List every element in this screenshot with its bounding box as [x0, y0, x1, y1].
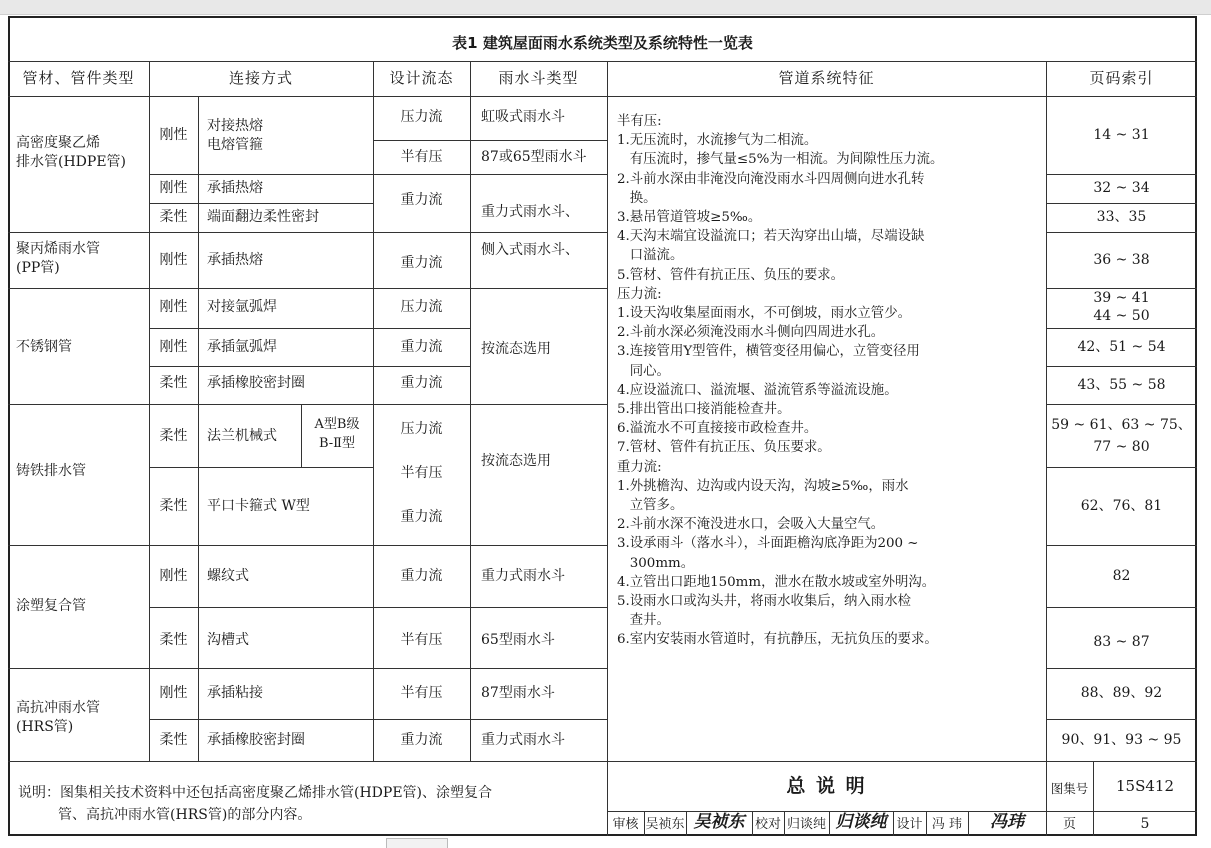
method-cell: 沟槽式 — [207, 632, 249, 648]
flow-cell: 重力流 — [400, 568, 443, 584]
flow-cell: 重力流 — [400, 375, 443, 391]
hopper-cell: 重力式雨水斗 — [481, 568, 565, 584]
rigidity-cell: 刚性 — [159, 299, 188, 315]
page-number: 5 — [1140, 816, 1150, 832]
hopper-cell: 65型雨水斗 — [481, 632, 555, 648]
pipe-stainless-steel: 不锈钢管 — [16, 339, 72, 355]
atlas-number-label: 图集号 — [1050, 781, 1089, 796]
design-signature: 冯玮 — [990, 812, 1024, 832]
rigidity-cell: 柔性 — [159, 209, 188, 225]
rigidity-cell: 柔性 — [159, 732, 188, 748]
flow-cell-cast-iron: 压力流 半有压 重力流 — [400, 421, 443, 525]
header-flow-state: 设计流态 — [389, 69, 454, 87]
pipe-pp: 聚丙烯雨水管 (PP管) — [16, 241, 100, 276]
drawing-name: 总 说 明 — [786, 775, 867, 797]
flow-cell: 半有压 — [400, 632, 443, 648]
check-name: 归谈纯 — [786, 817, 826, 832]
method-cell: 承插橡胶密封圈 — [207, 375, 305, 391]
flow-cell: 压力流 — [400, 299, 443, 315]
hopper-cell: 按流态选用 — [481, 453, 551, 469]
hopper-cell: 按流态选用 — [481, 341, 551, 357]
rigidity-cell: 刚性 — [159, 180, 188, 196]
hopper-cell: 虹吸式雨水斗 — [481, 109, 565, 125]
method-cell: 承插橡胶密封圈 — [207, 732, 305, 748]
rigidity-cell: 柔性 — [159, 428, 188, 444]
method-cell: 平口卡箍式 W型 — [207, 498, 310, 514]
pipe-hrs: 高抗冲雨水管 (HRS管) — [16, 700, 100, 735]
page-index-cell: 39 ~ 41 44 ~ 50 — [1093, 290, 1150, 324]
table-title: 表1 建筑屋面雨水系统类型及系统特性一览表 — [452, 34, 753, 52]
flow-cell: 重力流 — [400, 339, 443, 355]
rigidity-cell: 刚性 — [159, 339, 188, 355]
rigidity-cell: 刚性 — [159, 568, 188, 584]
pipe-coated-composite: 涂塑复合管 — [16, 598, 86, 614]
page-index-cell: 90、91、93 ~ 95 — [1061, 732, 1182, 748]
page-index-cell: 36 ~ 38 — [1093, 252, 1150, 268]
method-cell: 对接氩弧焊 — [207, 299, 277, 315]
explanation-note: 说明：图集相关技术资料中还包括高密度聚乙烯排水管(HDPE管)、涂塑复合 管、高抗冲雨水管(HRS管)的部分内容。 — [18, 785, 492, 823]
rigidity-cell: 刚性 — [159, 252, 188, 268]
header-system-features: 管道系统特征 — [778, 69, 875, 87]
method-cell: 承插粘接 — [207, 685, 263, 701]
flow-cell: 半有压 — [400, 685, 443, 701]
hopper-cell: 87或65型雨水斗 — [481, 149, 587, 165]
rigidity-cell: 柔性 — [159, 632, 188, 648]
method-cell: 螺纹式 — [207, 568, 249, 584]
method-cell: 端面翻边柔性密封 — [207, 209, 319, 225]
flow-cell: 压力流 — [400, 109, 443, 125]
page-index-cell: 33、35 — [1096, 209, 1147, 225]
check-signature: 归谈纯 — [835, 812, 887, 832]
pipe-hdpe: 高密度聚乙烯 排水管(HDPE管) — [16, 135, 126, 170]
page-index-cell: 83 ~ 87 — [1093, 634, 1150, 650]
header-hopper-type: 雨水斗类型 — [498, 69, 579, 87]
review-name: 吴祯东 — [645, 817, 685, 832]
check-label: 校对 — [754, 817, 781, 832]
method-cell: 承插热熔 — [207, 252, 263, 268]
hopper-cell: 重力式雨水斗 — [481, 732, 565, 748]
page-index-cell: 32 ~ 34 — [1093, 180, 1150, 196]
review-label: 审核 — [612, 817, 639, 832]
page-label: 页 — [1062, 817, 1076, 832]
page-index-cell: 42、51 ~ 54 — [1077, 339, 1166, 355]
header-connection: 连接方式 — [228, 69, 293, 87]
design-name: 冯 玮 — [931, 817, 963, 832]
flow-cell: 重力流 — [400, 255, 443, 271]
pipe-cast-iron: 铸铁排水管 — [16, 463, 86, 479]
page-index-cell: 62、76、81 — [1080, 498, 1163, 514]
method-cell: 承插氩弧焊 — [207, 339, 277, 355]
rigidity-cell: 刚性 — [159, 685, 188, 701]
method-cell: 对接热熔 电熔管箍 — [207, 118, 263, 153]
design-label: 设计 — [896, 817, 923, 832]
hopper-cell: 重力式雨水斗、 侧入式雨水斗、 — [481, 204, 579, 258]
hopper-cell: 87型雨水斗 — [481, 685, 555, 701]
rigidity-cell: 柔性 — [159, 375, 188, 391]
page-index-cell: 88、89、92 — [1080, 685, 1163, 701]
viewer-top-bar — [0, 0, 1211, 15]
method-cell: 法兰机械式 — [207, 428, 277, 444]
review-signature: 吴祯东 — [693, 812, 745, 832]
method-cell: 承插热熔 — [207, 180, 263, 196]
rigidity-cell: 柔性 — [159, 498, 188, 514]
rigidity-cell: 刚性 — [159, 127, 188, 143]
flow-cell: 重力流 — [400, 192, 443, 208]
header-pipe-type: 管材、管件类型 — [22, 69, 135, 87]
flow-cell: 半有压 — [400, 149, 443, 165]
page-index-cell: 82 — [1112, 568, 1131, 584]
grade-cell: A型B级 B-Ⅱ型 — [314, 417, 360, 451]
page-index-cell: 14 ~ 31 — [1093, 127, 1150, 143]
flow-cell: 重力流 — [400, 732, 443, 748]
system-features-text: 半有压: 1.无压流时，水流掺气为二相流。 有压流时，掺气量≤5%为一相流。为间隙性压力流。 2.斗前水深由非淹没向淹没雨水斗四周侧向进水孔转 换。 3.悬吊管道管坡≥5‰。 4.天沟末端宜设溢流口；若天沟穿出山墙，尽端设缺 口溢流。 5.管材、管件有抗正压、负压的要求。 压力流: 1.设天沟收集屋面雨水，不可倒坡，雨水立管少。 2.斗前水深必须淹没雨水斗侧向四周进水孔。 3.连接管用Y型管件，横管变径用偏心，立管变径用 同心。 4.应设溢流口、溢流堰、溢流管系等溢流设施。 5.排出管出口接消能检查井。 6.溢流水不可直接接市政检查井。 7.管材、管件有抗正压、负压要求。 重力流: 1.外挑檐沟、边沟或内设天沟，沟坡≥5‰，雨水 立管多。 2.斗前水深不淹没进水口，会吸入大量空气。 3.设承雨斗（落水斗），斗面距檐沟底净距为200 ~ 300mm。 4.立管出口距地150mm，泄水在散水坡或室外明沟。 5.设雨水口或沟头井，将雨水收集后，纳入雨水检 查井。 6.室内安装雨水管道时，有抗静压，无抗负压的要求。 — [617, 114, 944, 648]
page-index-cell: 59 ~ 61、63 ~ 75、 77 ~ 80 — [1051, 417, 1192, 455]
atlas-number: 15S412 — [1116, 777, 1174, 795]
page-index-cell: 43、55 ~ 58 — [1077, 377, 1166, 393]
header-page-index: 页码索引 — [1089, 69, 1154, 87]
